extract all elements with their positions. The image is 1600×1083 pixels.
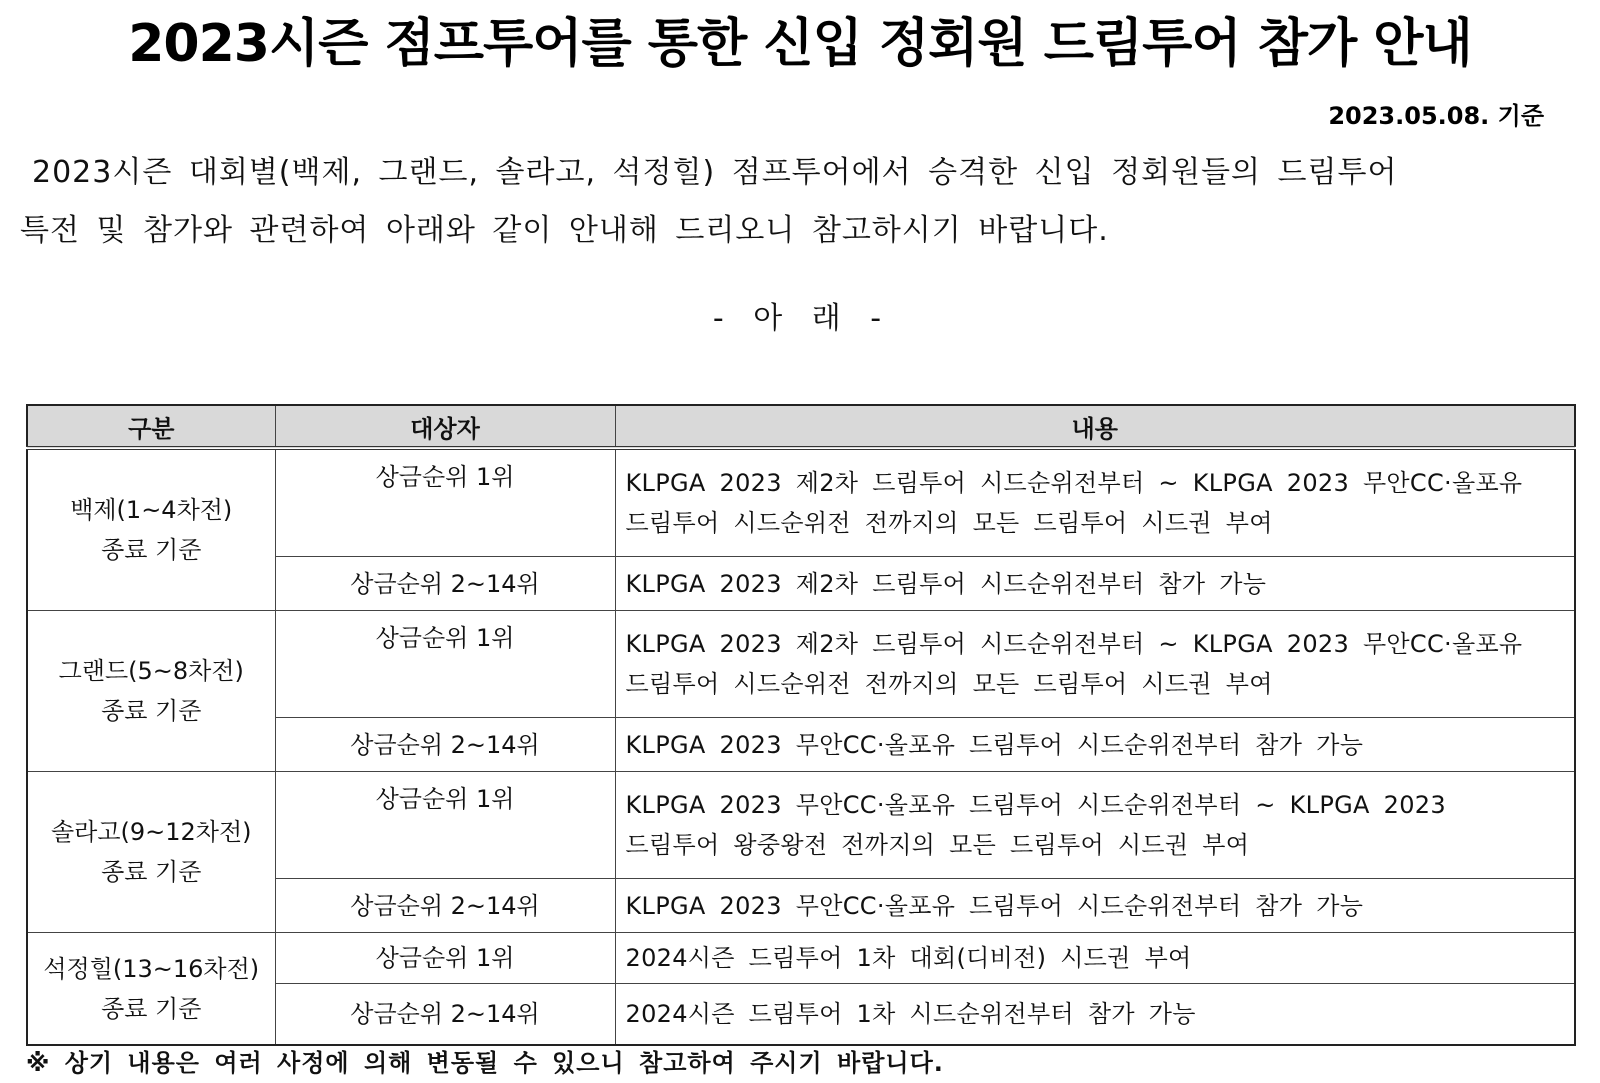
content-cell — [615, 448, 1575, 557]
section-heading: - 아 래 - — [712, 301, 888, 336]
content-cell — [615, 933, 1575, 984]
target-cell: 상금순위 2~14위 — [275, 557, 615, 611]
page-title: 2023시즌 점프투어를 통한 신입 정회원 드림투어 참가 안내 — [128, 14, 1472, 74]
content-line: 2024시즌 드림투어 1차 시드순위전부터 참가 가능 — [625, 1000, 1196, 1028]
category-cell — [27, 611, 275, 772]
content-line: 2024시즌 드림투어 1차 대회(디비전) 시드권 부여 — [625, 944, 1192, 972]
category-basis: 종료 기준 — [101, 697, 202, 725]
intro-line-1: 2023시즌 대회별(백제, 그랜드, 솔라고, 석정힐) 점프투어에서 승격한 신입 정회원들의 드림투어 — [32, 155, 1398, 190]
category-cell — [27, 933, 275, 1046]
target-cell: 상금순위 1위 — [275, 448, 615, 557]
content-line: KLPGA 2023 무안CC·올포유 드림투어 시드순위전부터 참가 가능 — [625, 891, 1364, 920]
table-row — [27, 933, 1575, 984]
target-cell: 상금순위 2~14위 — [275, 879, 615, 933]
table-header-row — [27, 405, 1575, 448]
table-row — [27, 448, 1575, 557]
content-line: 드림투어 왕중왕전 전까지의 모든 드림투어 시드권 부여 — [625, 831, 1250, 859]
content-line: KLPGA 2023 제2차 드림투어 시드순위전부터 ~ KLPGA 2023 무안CC·올포유 — [625, 630, 1523, 658]
target-cell: 상금순위 2~14위 — [275, 984, 615, 1046]
category-basis: 종료 기준 — [101, 994, 202, 1023]
category-name: 솔라고(9~12차전) — [50, 818, 252, 846]
dream-tour-table — [26, 404, 1576, 1046]
category-name: 석정힐(13~16차전) — [43, 954, 260, 983]
content-line: KLPGA 2023 제2차 드림투어 시드순위전부터 참가 가능 — [625, 569, 1267, 598]
content-cell — [615, 718, 1575, 772]
content-line: KLPGA 2023 무안CC·올포유 드림투어 시드순위전부터 참가 가능 — [625, 730, 1364, 759]
content-line: 드림투어 시드순위전 전까지의 모든 드림투어 시드권 부여 — [625, 509, 1273, 537]
header-content: 내용 — [615, 405, 1575, 448]
target-cell: 상금순위 1위 — [275, 933, 615, 984]
category-cell — [27, 448, 275, 611]
target-cell: 상금순위 2~14위 — [275, 718, 615, 772]
header-category: 구분 — [27, 405, 275, 448]
content-cell — [615, 557, 1575, 611]
category-name: 그랜드(5~8차전) — [58, 657, 244, 685]
target-cell: 상금순위 1위 — [275, 611, 615, 718]
content-line: KLPGA 2023 무안CC·올포유 드림투어 시드순위전부터 ~ KLPGA 2023 — [625, 791, 1446, 819]
intro-paragraph — [20, 144, 1580, 260]
content-cell — [615, 772, 1575, 879]
category-name: 백제(1~4차전) — [70, 496, 233, 524]
table-row — [27, 611, 1575, 718]
footnote: ※ 상기 내용은 여러 사정에 의해 변동될 수 있으니 참고하여 주시기 바랍니다. — [26, 1049, 944, 1077]
content-cell — [615, 879, 1575, 933]
category-cell — [27, 772, 275, 933]
header-target: 대상자 — [275, 405, 615, 448]
target-cell: 상금순위 1위 — [275, 772, 615, 879]
content-cell — [615, 984, 1575, 1046]
content-cell — [615, 611, 1575, 718]
intro-line-2: 특전 및 참가와 관련하여 아래와 같이 안내해 드리오니 참고하시기 바랍니다. — [20, 213, 1109, 248]
category-basis: 종료 기준 — [101, 536, 202, 564]
table-row — [27, 772, 1575, 879]
content-line: 드림투어 시드순위전 전까지의 모든 드림투어 시드권 부여 — [625, 670, 1273, 698]
reference-date: 2023.05.08. 기준 — [1328, 102, 1544, 130]
category-basis: 종료 기준 — [101, 858, 202, 886]
content-line: KLPGA 2023 제2차 드림투어 시드순위전부터 ~ KLPGA 2023 무안CC·올포유 — [625, 469, 1523, 497]
